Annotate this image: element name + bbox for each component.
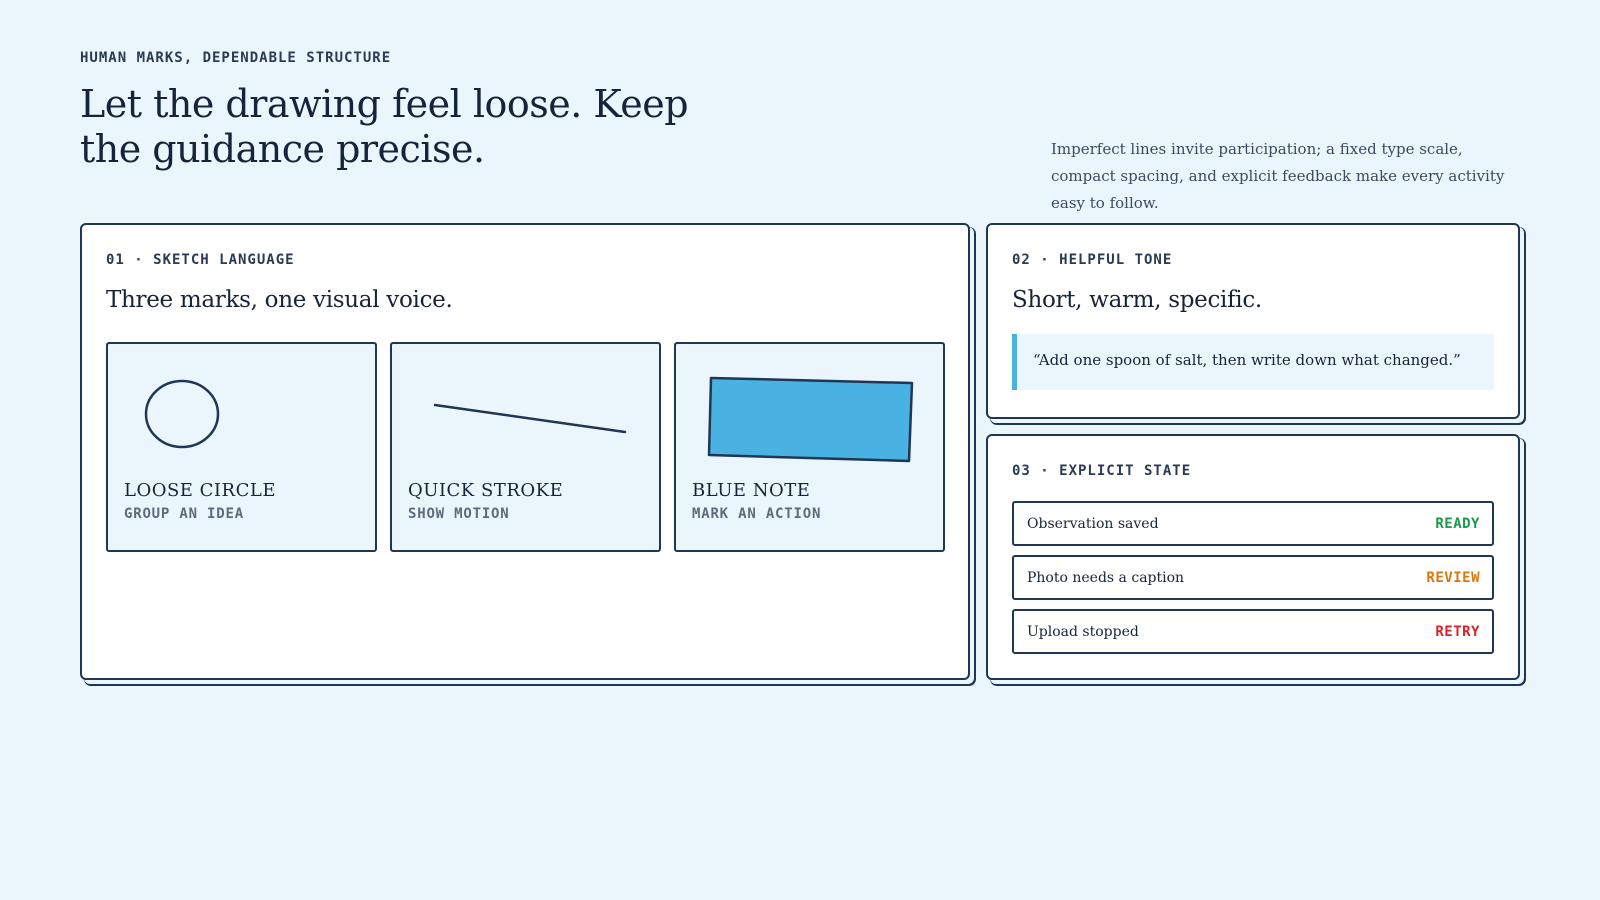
- tile-blue-note: [674, 342, 945, 552]
- state-text: Observation saved: [1027, 515, 1159, 532]
- state-text: Photo needs a caption: [1027, 569, 1185, 586]
- tile-name: LOOSE CIRCLE: [124, 480, 276, 501]
- tile-quick-stroke: [390, 342, 661, 552]
- sketch-tiles: [106, 342, 945, 552]
- state-row-observation[interactable]: [1012, 501, 1494, 546]
- example-quote: “Add one spoon of salt, then write down what changed.”: [1012, 334, 1494, 390]
- state-row-upload[interactable]: [1012, 609, 1494, 654]
- sketch-language-card: [80, 223, 970, 680]
- status-badge: REVIEW: [1426, 569, 1480, 586]
- tile-caption: GROUP AN IDEA: [124, 506, 244, 522]
- card-label: 02 · HELPFUL TONE: [1012, 252, 1173, 268]
- state-list: [1012, 501, 1494, 663]
- card-title: Short, warm, specific.: [1012, 287, 1262, 313]
- explicit-state-card: [986, 434, 1520, 680]
- state-text: Upload stopped: [1027, 623, 1139, 640]
- helpful-tone-card: [986, 223, 1520, 419]
- card-title: Three marks, one visual voice.: [106, 287, 453, 313]
- tile-loose-circle: [106, 342, 377, 552]
- page-headline: Let the drawing feel loose. Keep the guidance precise.: [80, 82, 689, 171]
- card-label: 03 · EXPLICIT STATE: [1012, 463, 1192, 479]
- tile-name: BLUE NOTE: [692, 480, 811, 501]
- card-label: 01 · SKETCH LANGUAGE: [106, 252, 295, 268]
- lede-text: Imperfect lines invite participation; a fixed type scale, compact spacing, and explicit feedback make every activity easy to follow.: [1051, 140, 1505, 212]
- tile-caption: MARK AN ACTION: [692, 506, 822, 522]
- status-badge: READY: [1435, 515, 1480, 532]
- eyebrow: HUMAN MARKS, DEPENDABLE STRUCTURE: [80, 50, 392, 66]
- tile-caption: SHOW MOTION: [408, 506, 510, 522]
- tile-name: QUICK STROKE: [408, 480, 564, 501]
- state-row-photo[interactable]: [1012, 555, 1494, 600]
- status-badge: RETRY: [1435, 623, 1480, 640]
